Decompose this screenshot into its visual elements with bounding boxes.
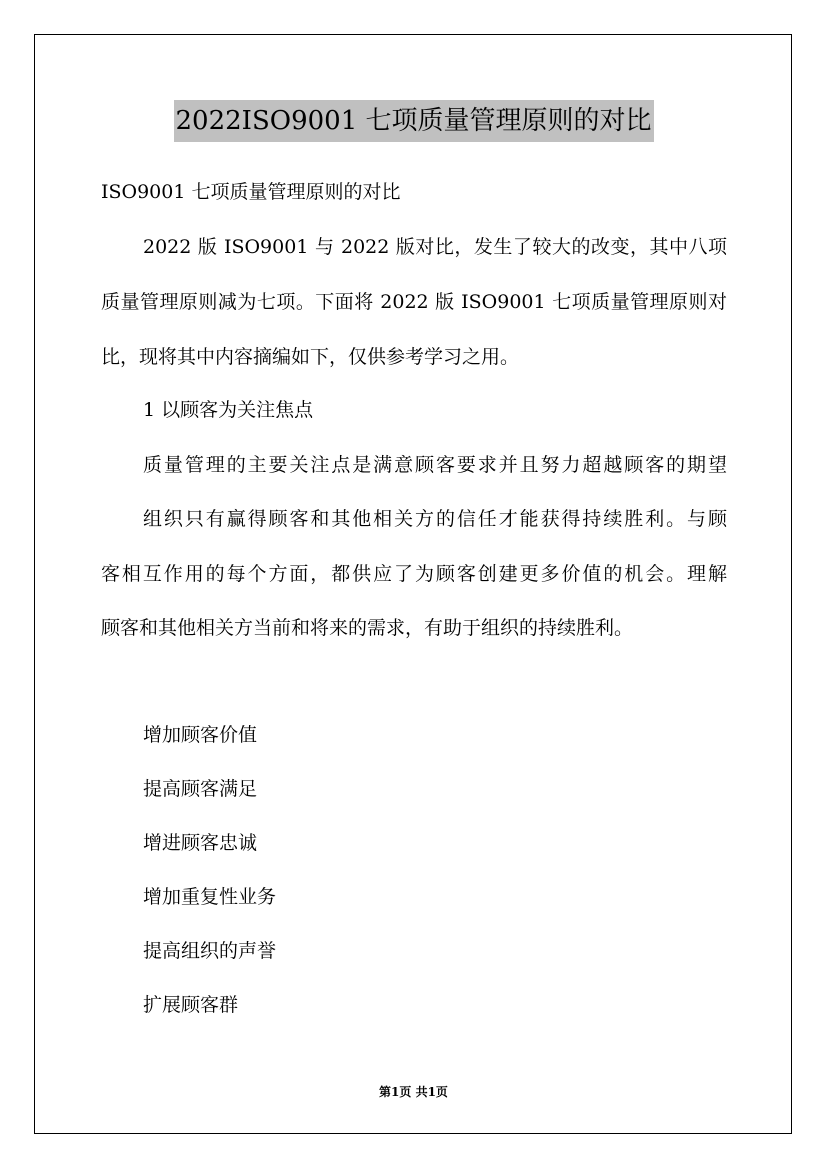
benefit-item: 扩展顾客群 [143,994,239,1016]
section-heading: 1 以顾客为关注焦点 [143,399,314,421]
intro-line-2: 质量管理原则减为七项。下面将 2022 版 ISO9001 七项质量管理原则对 [101,291,727,313]
intro-line-1: 2022 版 ISO9001 与 2022 版对比，发生了较大的改变，其中八项 [143,236,727,258]
document-subtitle: ISO9001 七项质量管理原则的对比 [101,181,401,203]
benefit-item: 提高组织的声誉 [143,940,277,962]
benefit-item: 增加顾客价值 [143,724,258,746]
benefit-item: 增加重复性业务 [143,886,277,908]
body-line-3: 顾客和其他相关方当前和将来的需求，有助于组织的持续胜利。 [101,617,634,639]
page-footer: 第1页 共1页 [379,1085,448,1099]
body-line-2: 客相互作用的每个方面，都供应了为顾客创建更多价值的机会。理解 [101,563,727,585]
intro-line-3: 比，现将其中内容摘编如下，仅供参考学习之用。 [101,346,520,368]
benefit-item: 提高顾客满足 [143,778,258,800]
focus-statement: 质量管理的主要关注点是满意顾客要求并且努力超越顾客的期望 [143,454,727,476]
body-line-1: 组织只有赢得顾客和其他相关方的信任才能获得持续胜利。与顾 [143,508,727,530]
document-title: 2022ISO9001 七项质量管理原则的对比 [174,100,654,142]
benefit-item: 增进顾客忠诚 [143,832,258,854]
title-container [0,100,827,142]
